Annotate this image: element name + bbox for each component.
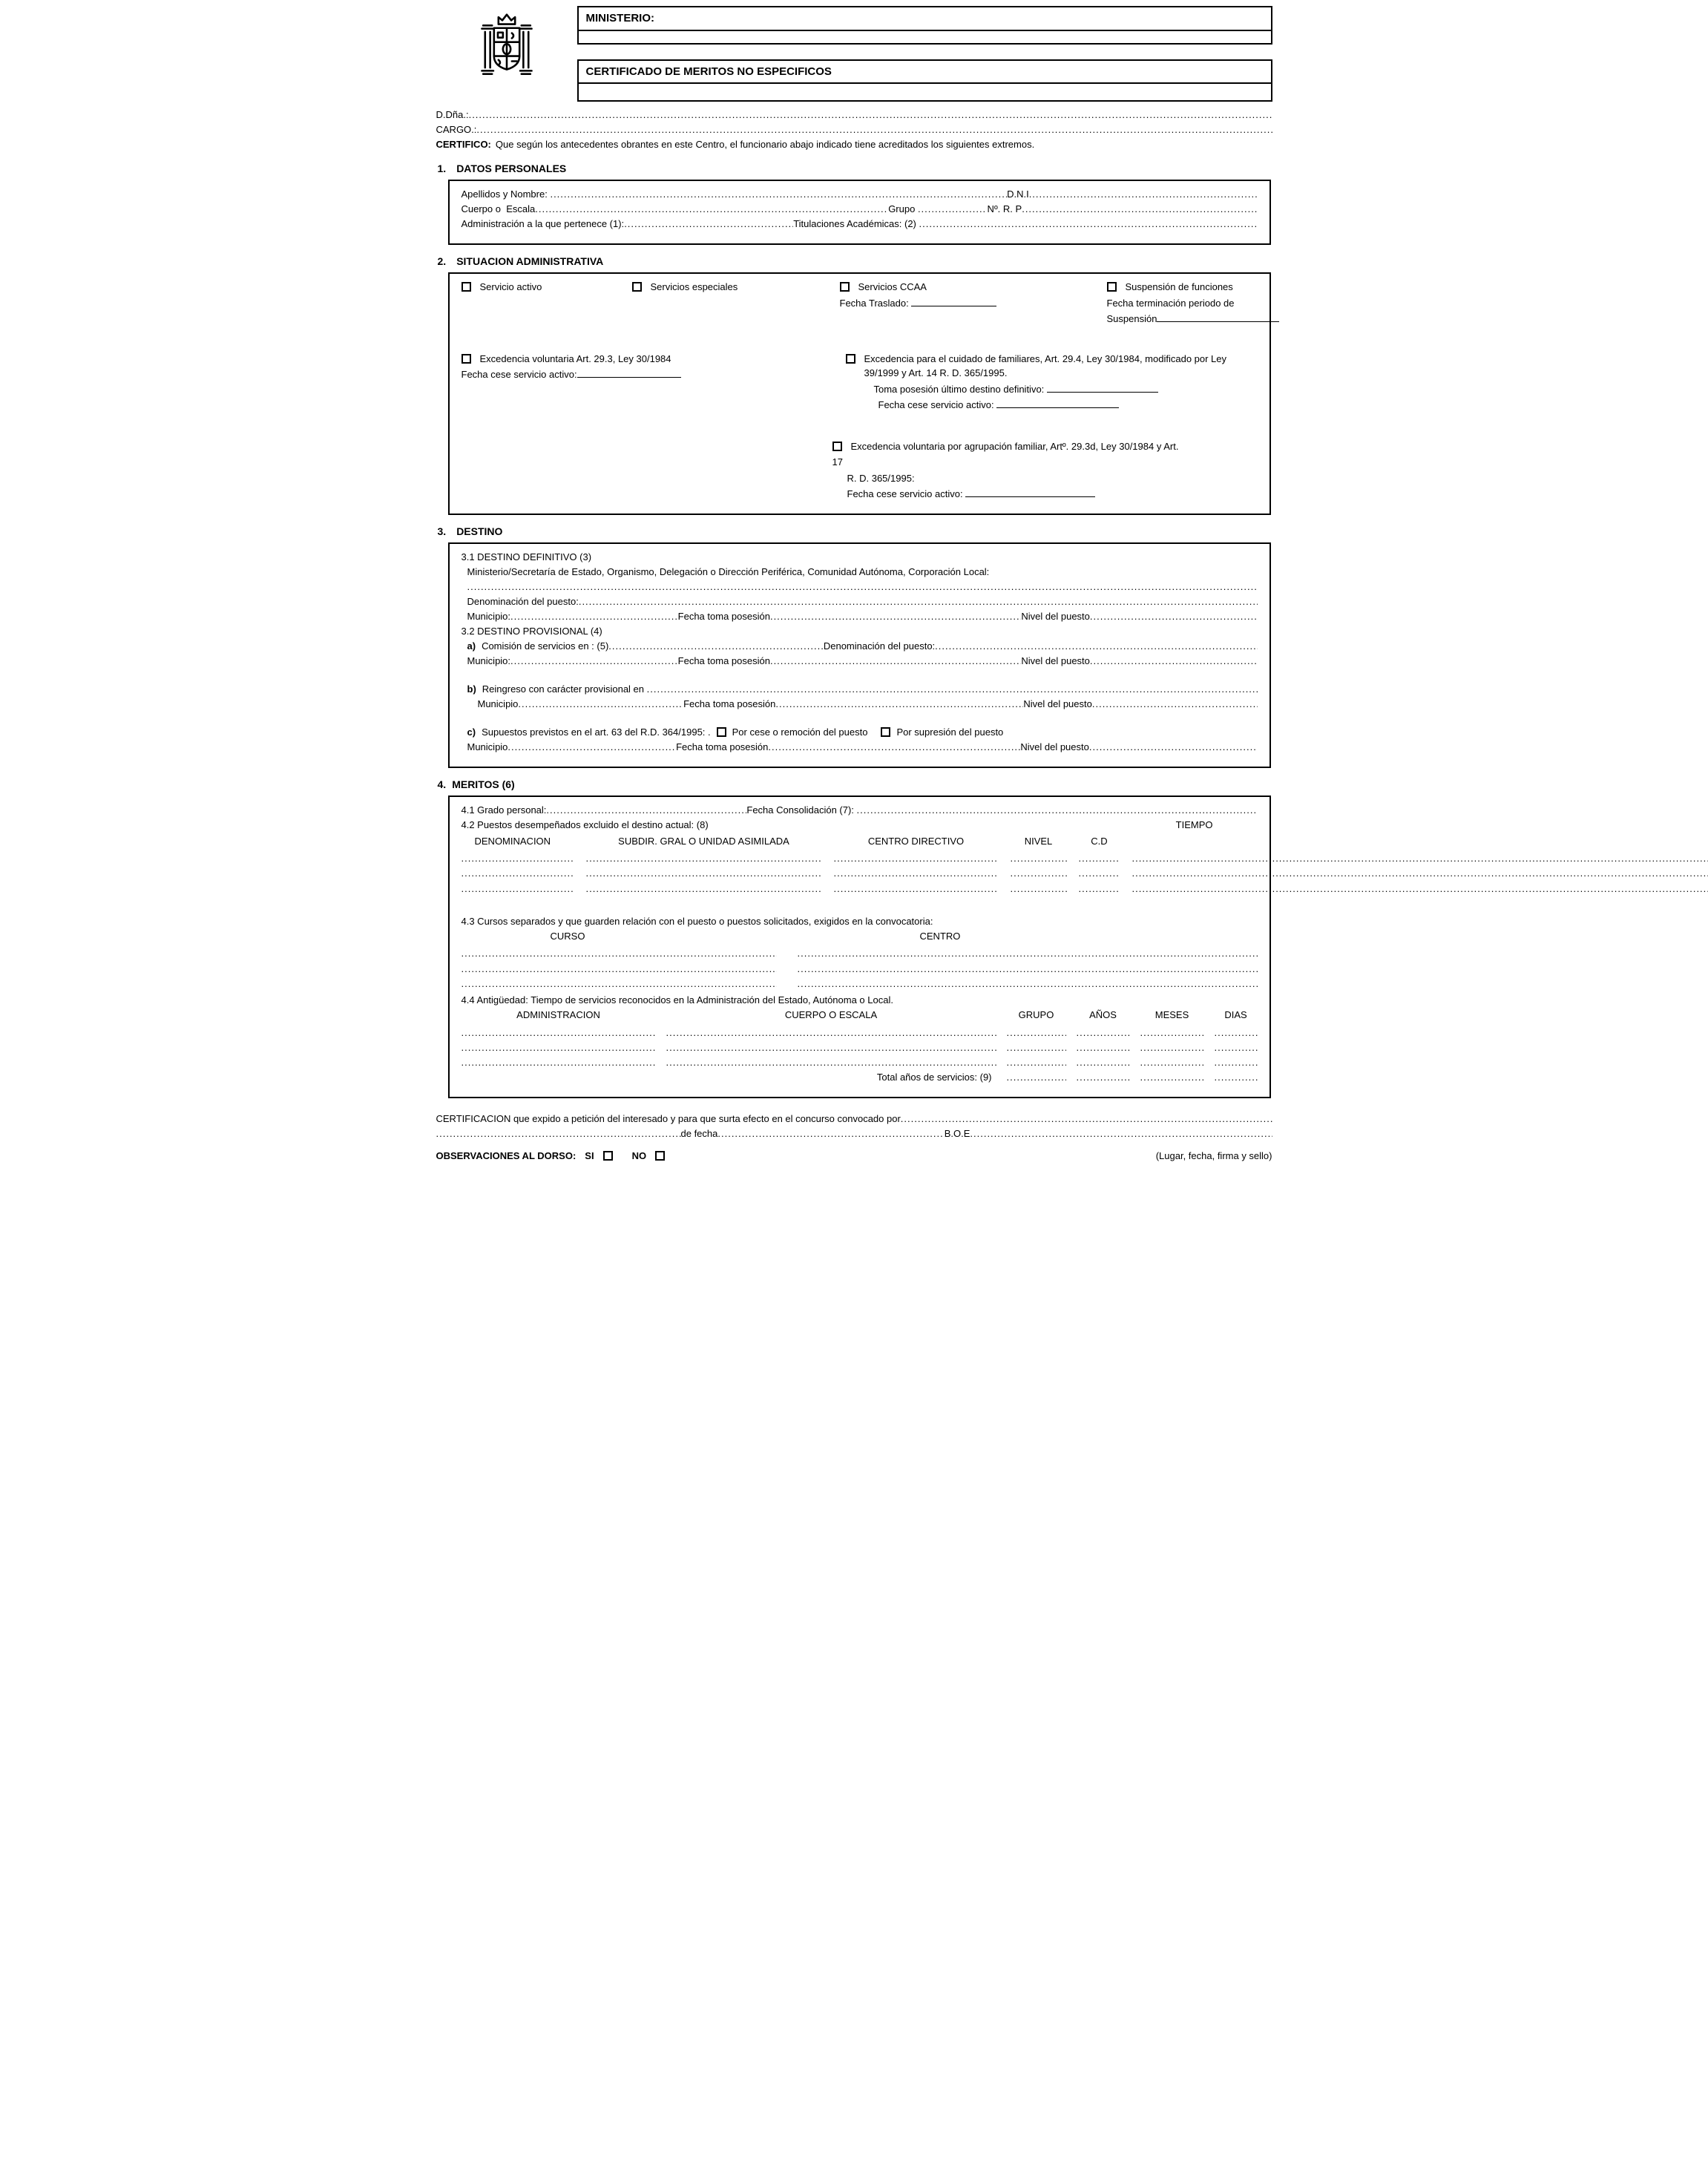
nivel-label-32a: Nivel del puesto — [1021, 655, 1090, 666]
item-b-label: b) — [467, 683, 476, 695]
section-4-number: 4. — [437, 778, 447, 790]
grupo-field[interactable] — [918, 202, 985, 214]
destino-box — [448, 542, 1271, 768]
organismo-label: Ministerio/Secretaría de Estado, Organismo, Delegación o Dirección Periférica, Comunidad Autónoma, Corporación Local: — [467, 565, 990, 577]
certification-footer — [436, 1112, 1272, 1164]
nivel-field-32c[interactable] — [1089, 740, 1258, 752]
apellidos-label: Apellidos y Nombre: — [461, 188, 551, 200]
section-3-number: 3. — [437, 525, 447, 537]
total-anos-cell[interactable] — [1077, 1070, 1130, 1082]
section-3-heading — [438, 524, 1272, 539]
section-1-title: DATOS PERSONALES — [456, 163, 567, 174]
toma-posesion-field[interactable] — [1047, 383, 1158, 393]
municipio-label-32c: Municipio — [467, 741, 508, 752]
grupo-cell[interactable] — [1007, 1055, 1066, 1067]
puestos-table — [462, 834, 1258, 893]
reingreso-label: Reingreso con carácter provisional en — [482, 683, 647, 695]
fecha-cese-label-2: Fecha cese servicio activo: — [878, 399, 997, 410]
form-header — [436, 6, 1272, 102]
certificate-title: CERTIFICADO DE MERITOS NO ESPECIFICOS — [579, 61, 1271, 85]
fecha-cese-label-1: Fecha cese servicio activo: — [461, 369, 577, 380]
nivel-cell[interactable] — [1011, 851, 1067, 863]
nivel-field-32a[interactable] — [1090, 654, 1258, 666]
fecha-toma-field-32b[interactable] — [775, 697, 1023, 709]
observaciones-label: OBSERVACIONES AL DORSO: — [436, 1149, 577, 1161]
dias-cell[interactable] — [1215, 1055, 1258, 1067]
fecha-cese-field-3[interactable] — [965, 488, 1095, 497]
cargo-field[interactable] — [476, 122, 1272, 134]
administracion-field[interactable] — [624, 217, 793, 229]
tiempo-anos-cell[interactable] — [1132, 882, 1708, 893]
si-label: SI — [585, 1149, 594, 1161]
suspension-de-funciones-checkbox[interactable] — [1107, 282, 1117, 292]
cuerpo-label: Cuerpo o Escala — [461, 203, 536, 214]
servicios-especiales-label: Servicios especiales — [650, 281, 738, 292]
fecha-cese-field-2[interactable] — [996, 398, 1119, 408]
por-cese-o-remocion-checkbox[interactable] — [717, 727, 726, 737]
antiguedad-label: 4.4 Antigüedad: Tiempo de servicios reconocidos en la Administración del Estado, Autónoma o Local. — [461, 994, 893, 1006]
section-3-title: DESTINO — [456, 525, 503, 537]
curso-cell[interactable] — [462, 962, 777, 974]
cd-cell[interactable] — [1079, 851, 1120, 863]
section-2-title: SITUACION ADMINISTRATIVA — [456, 255, 604, 267]
anos-cell[interactable] — [1077, 1026, 1130, 1037]
preamble — [436, 108, 1272, 152]
titulaciones-label: Titulaciones Académicas: (2) — [793, 218, 919, 229]
total-anos-label: Total años de servicios: (9) — [876, 1072, 992, 1083]
municipio-label-32a: Municipio: — [467, 655, 511, 666]
total-meses-cell[interactable] — [1140, 1070, 1204, 1082]
destino-provisional-title: 3.2 DESTINO PROVISIONAL (4) — [461, 625, 602, 637]
fecha-traslado-label: Fecha Traslado: — [839, 297, 912, 309]
spain-coat-of-arms — [436, 6, 577, 102]
nivel-field-31[interactable] — [1090, 609, 1258, 621]
administracion-cell[interactable] — [462, 1055, 656, 1067]
dias-header: DIAS — [1224, 1009, 1247, 1020]
certifico-label: CERTIFICO: — [436, 139, 491, 150]
centro-directivo-cell[interactable] — [834, 866, 999, 878]
administracion-cell[interactable] — [462, 1026, 656, 1037]
ministerio-label: MINISTERIO: — [579, 7, 1271, 31]
fecha-terminacion-label-line1: Fecha terminación periodo de — [1106, 297, 1235, 309]
dias-cell[interactable] — [1215, 1040, 1258, 1052]
ministerio-box — [577, 6, 1272, 45]
item-c-label: c) — [467, 726, 476, 738]
centro-cell[interactable] — [798, 977, 1258, 988]
subdir-cell[interactable] — [586, 882, 822, 893]
denominacion-cell[interactable] — [462, 882, 574, 893]
curso-cell[interactable] — [462, 946, 777, 958]
grado-personal-label: 4.1 Grado personal: — [461, 804, 547, 816]
cargo-label: CARGO.: — [436, 124, 477, 135]
meses-cell[interactable] — [1140, 1026, 1204, 1037]
grupo-cell[interactable] — [1007, 1040, 1066, 1052]
titulaciones-field[interactable] — [919, 217, 1258, 229]
por-supresion-checkbox[interactable] — [881, 727, 890, 737]
fecha-toma-label-32b: Fecha toma posesión — [683, 698, 776, 709]
servicio-activo-checkbox[interactable] — [462, 282, 471, 292]
servicios-ccaa-label: Servicios CCAA — [858, 281, 927, 292]
observaciones-no-checkbox[interactable] — [655, 1151, 665, 1161]
por-cese-label: Por cese o remoción del puesto — [732, 726, 868, 738]
fecha-terminacion-label-line2: Suspensión — [1106, 313, 1157, 324]
grado-personal-field[interactable] — [546, 803, 746, 815]
centro-cell[interactable] — [798, 946, 1258, 958]
nivel-cell[interactable] — [1011, 866, 1067, 878]
coat-of-arms-icon — [475, 7, 539, 92]
administracion-header: ADMINISTRACION — [516, 1009, 600, 1020]
centro-header: CENTRO — [919, 930, 961, 942]
denominacion-cell[interactable] — [462, 851, 574, 863]
cuerpo-escala-cell[interactable] — [666, 1026, 996, 1037]
municipio-field-31[interactable] — [510, 609, 678, 621]
datos-personales-box — [448, 180, 1271, 245]
centro-cell[interactable] — [798, 962, 1258, 974]
nivel-label-32b: Nivel del puesto — [1023, 698, 1092, 709]
denominacion-header: DENOMINACION — [474, 835, 551, 847]
lugar-firma-label: (Lugar, fecha, firma y sello) — [1155, 1149, 1272, 1161]
toma-posesion-label: Toma posesión último destino definitivo: — [873, 383, 1047, 395]
apellidos-nombre-field[interactable] — [550, 187, 1007, 199]
denominacion-cell[interactable] — [462, 866, 574, 878]
excedencia-voluntaria-label: Excedencia voluntaria Art. 29.3, Ley 30/1984 — [479, 352, 671, 364]
centro-directivo-cell[interactable] — [834, 882, 999, 893]
fecha-toma-field-31[interactable] — [770, 609, 1021, 621]
meses-cell[interactable] — [1140, 1055, 1204, 1067]
cuerpo-escala-header: CUERPO O ESCALA — [784, 1009, 878, 1020]
fecha-consolidacion-field[interactable] — [857, 803, 1258, 815]
curso-cell[interactable] — [462, 977, 777, 988]
fecha-toma-field-32a[interactable] — [770, 654, 1021, 666]
total-grupo-cell[interactable] — [1007, 1070, 1066, 1082]
cd-cell[interactable] — [1079, 866, 1120, 878]
cuerpo-escala-cell[interactable] — [666, 1055, 996, 1067]
centro-directivo-header: CENTRO DIRECTIVO — [867, 835, 965, 847]
denominacion-label-31: Denominación del puesto: — [467, 595, 579, 607]
observaciones-si-checkbox[interactable] — [603, 1151, 613, 1161]
total-row-spacer — [462, 1070, 656, 1085]
comision-field[interactable] — [608, 639, 824, 651]
excedencia-cuidado-label: Excedencia para el cuidado de familiares, Art. 29.4, Ley 30/1984, modificado por Ley 39/1999 y Art. 14 R. D. 365/1995. — [864, 352, 1227, 378]
municipio-label-32b: Municipio — [477, 698, 519, 709]
section-2-heading — [438, 254, 1272, 269]
meses-cell[interactable] — [1140, 1040, 1204, 1052]
curso-header: CURSO — [550, 930, 585, 942]
municipio-field-32c[interactable] — [508, 740, 676, 752]
nivel-header: NIVEL — [1024, 835, 1053, 847]
certificate-title-box — [577, 59, 1272, 102]
nivel-cell[interactable] — [1011, 882, 1067, 893]
tiempo-anos-cell[interactable] — [1132, 866, 1708, 878]
destino-definitivo-title: 3.1 DESTINO DEFINITIVO (3) — [461, 551, 592, 562]
anos-header: AÑOS — [1089, 1009, 1117, 1020]
cursos-label: 4.3 Cursos separados y que guarden relación con el puesto o puestos solicitados, exigidos en la convocatoria: — [461, 915, 933, 927]
cd-header: C.D — [1091, 835, 1108, 847]
section-1-number: 1. — [437, 163, 447, 174]
servicios-ccaa-checkbox[interactable] — [840, 282, 850, 292]
anos-cell[interactable] — [1077, 1055, 1130, 1067]
fecha-terminacion-field[interactable] — [1157, 312, 1279, 322]
name-label: D.Dña.: — [436, 109, 469, 120]
centro-directivo-cell[interactable] — [834, 851, 999, 863]
tiempo-subheader — [1132, 834, 1708, 849]
nrp-field[interactable] — [1022, 202, 1257, 214]
nivel-label-31: Nivel del puesto — [1021, 610, 1090, 622]
cuerpo-escala-cell[interactable] — [666, 1040, 996, 1052]
anos-cell[interactable] — [1077, 1040, 1130, 1052]
situacion-administrativa-box — [448, 272, 1271, 515]
cursos-table — [462, 929, 1258, 988]
dni-field[interactable] — [1029, 187, 1258, 199]
section-4-title: MERITOS (6) — [452, 778, 515, 790]
fecha-traslado-field[interactable] — [911, 297, 996, 306]
organismo-field[interactable] — [467, 580, 1258, 591]
supuestos-label: Supuestos previstos en el art. 63 del R.D. 364/1995: . — [482, 726, 711, 738]
certificate-title-space — [579, 84, 1271, 100]
fecha-cese-label-3: Fecha cese servicio activo: — [847, 488, 966, 499]
municipio-field-32a[interactable] — [510, 654, 678, 666]
comision-label: Comisión de servicios en : (5) — [482, 640, 609, 652]
fecha-field[interactable] — [717, 1126, 944, 1138]
meses-header: MESES — [1154, 1009, 1189, 1020]
cuerpo-escala-field[interactable] — [535, 202, 888, 214]
convocado-por-field-2[interactable] — [436, 1126, 681, 1138]
boe-field[interactable] — [970, 1126, 1272, 1138]
excedencia-agrupacion-label-line2: 17 — [832, 456, 843, 468]
excedencia-cuidado-familiares-checkbox[interactable] — [846, 354, 855, 364]
administracion-label: Administración a la que pertenece (1): — [461, 218, 625, 229]
section-4-heading — [438, 777, 1272, 793]
excedencia-voluntaria-29-3-checkbox[interactable] — [462, 354, 471, 364]
subdir-cell[interactable] — [586, 851, 822, 863]
no-label: NO — [631, 1149, 647, 1161]
fecha-consolidacion-label: Fecha Consolidación (7): — [746, 804, 857, 816]
nivel-field-32b[interactable] — [1092, 697, 1258, 709]
fecha-cese-field-1[interactable] — [577, 368, 681, 378]
administracion-cell[interactable] — [462, 1040, 656, 1052]
certifico-text: Que según los antecedentes obrantes en este Centro, el funcionario abajo indicado tiene acreditados los siguientes extremos. — [495, 139, 1035, 150]
nrp-label: Nº. R. P — [984, 203, 1022, 214]
section-2-number: 2. — [437, 255, 447, 267]
excedencia-agrupacion-label-line1: Excedencia voluntaria por agrupación familiar, Artº. 29.3d, Ley 30/1984 y Art. — [850, 440, 1179, 452]
subdir-cell[interactable] — [586, 866, 822, 878]
name-field[interactable] — [469, 108, 1272, 119]
cd-cell[interactable] — [1079, 882, 1120, 893]
rd-365-1995-label: R. D. 365/1995: — [847, 472, 915, 484]
de-fecha-label: de fecha — [680, 1127, 718, 1139]
denominacion-field-31[interactable] — [579, 594, 1258, 606]
suspension-label: Suspensión de funciones — [1125, 281, 1233, 292]
fecha-toma-field-32c[interactable] — [768, 740, 1020, 752]
dni-label: D.N.I — [1007, 188, 1029, 200]
ministerio-value-area[interactable] — [579, 31, 1271, 43]
fecha-toma-label-31: Fecha toma posesión — [677, 610, 770, 622]
nivel-label-32c: Nivel del puesto — [1020, 741, 1089, 752]
excedencia-agrupacion-familiar-checkbox[interactable] — [832, 442, 842, 451]
total-dias-cell[interactable] — [1215, 1070, 1258, 1082]
municipio-label-31: Municipio: — [467, 610, 511, 622]
denominacion-field-32a[interactable] — [935, 639, 1257, 651]
antiguedad-table — [462, 1008, 1258, 1085]
certificacion-text: CERTIFICACION que expido a petición del interesado y para que surta efecto en el concurso convocado por — [436, 1112, 901, 1124]
convocado-por-field[interactable] — [901, 1112, 1272, 1123]
servicio-activo-label: Servicio activo — [479, 281, 542, 292]
denominacion-label-32a: Denominación del puesto: — [823, 640, 936, 652]
municipio-field-32b[interactable] — [518, 697, 683, 709]
servicios-especiales-checkbox[interactable] — [632, 282, 642, 292]
subdir-header: SUBDIR. GRAL O UNIDAD ASIMILADA — [618, 835, 789, 847]
certificate-form-page — [427, 0, 1281, 1176]
fecha-toma-label-32a: Fecha toma posesión — [677, 655, 770, 666]
grupo-cell[interactable] — [1007, 1026, 1066, 1037]
por-supresion-label: Por supresión del puesto — [896, 726, 1004, 738]
tiempo-anos-cell[interactable] — [1132, 851, 1708, 863]
reingreso-field[interactable] — [647, 682, 1258, 694]
puestos-desempenados-label: 4.2 Puestos desempeñados excluido el destino actual: (8) — [461, 819, 709, 830]
item-a-label: a) — [467, 640, 476, 652]
tiempo-header: TIEMPO — [1175, 819, 1213, 830]
fecha-toma-label-32c: Fecha toma posesión — [676, 741, 769, 752]
boe-label: B.O.E — [944, 1127, 970, 1139]
section-1-heading — [438, 161, 1272, 177]
grupo-header: GRUPO — [1018, 1009, 1054, 1020]
dias-cell[interactable] — [1215, 1026, 1258, 1037]
meritos-box — [448, 795, 1271, 1098]
grupo-label: Grupo — [888, 203, 918, 214]
